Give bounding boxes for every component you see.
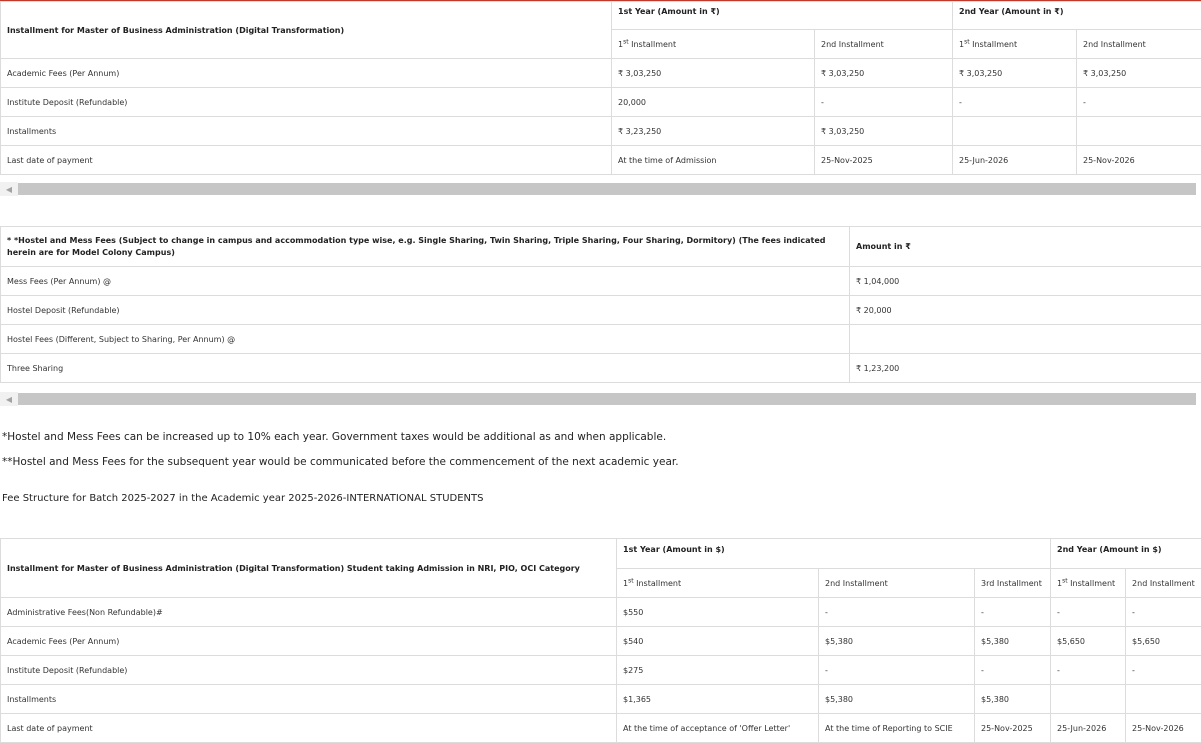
cell: $1,365: [617, 685, 819, 714]
table-header-row: [1, 2, 1201, 30]
col-installment-2: 2nd Installment: [819, 569, 975, 598]
row-label: Institute Deposit (Refundable): [1, 88, 612, 117]
table-title: * *Hostel and Mess Fees (Subject to change in campus and accommodation type wise, e.g. Single Sharing, Twin Sharing, Triple Sharing, Four Sharing, Dormitory) (The fees indicated herein are for Model Colony Campus): [1, 227, 850, 267]
cell: -: [819, 598, 975, 627]
cell: -: [975, 598, 1051, 627]
cell: 25-Nov-2025: [975, 714, 1051, 743]
domestic-fee-table: [0, 1, 1201, 175]
table-row: [1, 296, 1201, 325]
cell: [1051, 685, 1126, 714]
scroll-left-arrow-icon[interactable]: ◀: [0, 392, 18, 406]
table-row: [1, 354, 1201, 383]
table-header-row: [1, 227, 1201, 267]
cell: $5,380: [975, 685, 1051, 714]
row-label: Three Sharing: [1, 354, 850, 383]
table-row: [1, 714, 1201, 743]
table-row: [1, 325, 1201, 354]
cell: At the time of Admission: [612, 146, 815, 175]
col-installment-2: 2nd Installment: [1077, 30, 1201, 59]
cell: -: [1077, 88, 1201, 117]
table-row: [1, 685, 1201, 714]
cell: ₹ 1,23,200: [850, 354, 1201, 383]
cell: -: [1051, 656, 1126, 685]
cell: 25-Nov-2025: [815, 146, 953, 175]
cell: ₹ 3,03,250: [1077, 59, 1201, 88]
cell: 25-Jun-2026: [1051, 714, 1126, 743]
table-row: [1, 656, 1201, 685]
row-label: Hostel Deposit (Refundable): [1, 296, 850, 325]
cell: $5,650: [1126, 627, 1201, 656]
horizontal-scrollbar[interactable]: [0, 392, 1201, 406]
table-row: [1, 59, 1201, 88]
cell: At the time of Reporting to SCIE: [819, 714, 975, 743]
cell: $5,380: [975, 627, 1051, 656]
cell: ₹ 3,03,250: [815, 59, 953, 88]
row-label: Mess Fees (Per Annum) @: [1, 267, 850, 296]
cell: ₹ 20,000: [850, 296, 1201, 325]
year1-header: 1st Year (Amount in $): [617, 539, 1051, 569]
cell: -: [819, 656, 975, 685]
cell: 25-Jun-2026: [953, 146, 1077, 175]
cell: $5,380: [819, 627, 975, 656]
cell: $550: [617, 598, 819, 627]
cell: 25-Nov-2026: [1077, 146, 1201, 175]
cell: [1126, 685, 1201, 714]
cell: [1077, 117, 1201, 146]
cell: ₹ 3,03,250: [612, 59, 815, 88]
scroll-left-arrow-icon[interactable]: ◀: [0, 182, 18, 196]
row-label: Installments: [1, 685, 617, 714]
cell: ₹ 1,04,000: [850, 267, 1201, 296]
cell: ₹ 3,23,250: [612, 117, 815, 146]
cell: [953, 117, 1077, 146]
table-row: [1, 267, 1201, 296]
col-installment-2: 2nd Installment: [1126, 569, 1201, 598]
table-title: Installment for Master of Business Administration (Digital Transformation): [1, 2, 612, 59]
row-label: Last date of payment: [1, 146, 612, 175]
cell: -: [1126, 656, 1201, 685]
cell: ₹ 3,03,250: [815, 117, 953, 146]
cell: -: [975, 656, 1051, 685]
cell: ₹ 3,03,250: [953, 59, 1077, 88]
col-installment-2: 2nd Installment: [815, 30, 953, 59]
horizontal-scrollbar[interactable]: [0, 182, 1201, 196]
hostel-fee-table: [0, 226, 1201, 383]
table-header-row: [1, 539, 1201, 569]
cell: -: [953, 88, 1077, 117]
international-fee-table: [0, 538, 1201, 743]
scrollbar-thumb[interactable]: [18, 183, 1196, 195]
col-installment-1: 1st Installment: [612, 30, 815, 59]
year2-header: 2nd Year (Amount in $): [1051, 539, 1201, 569]
table-row: [1, 598, 1201, 627]
row-label: Academic Fees (Per Annum): [1, 59, 612, 88]
col-installment-1: 1st Installment: [617, 569, 819, 598]
note-hostel-increase: *Hostel and Mess Fees can be increased up to 10% each year. Government taxes would be additional as and when applicable.: [2, 431, 666, 443]
scrollbar-thumb[interactable]: [18, 393, 1196, 405]
cell: $540: [617, 627, 819, 656]
year2-header: 2nd Year (Amount in ₹): [953, 2, 1201, 30]
table-row: [1, 146, 1201, 175]
cell: -: [1051, 598, 1126, 627]
cell: 20,000: [612, 88, 815, 117]
cell: $5,380: [819, 685, 975, 714]
col-installment-1: 1st Installment: [1051, 569, 1126, 598]
note-hostel-subsequent: **Hostel and Mess Fees for the subsequent year would be communicated before the commencement of the next academic year.: [2, 456, 679, 468]
row-label: Last date of payment: [1, 714, 617, 743]
table-row: [1, 627, 1201, 656]
col-installment-3: 3rd Installment: [975, 569, 1051, 598]
cell: At the time of acceptance of 'Offer Letter': [617, 714, 819, 743]
cell: $5,650: [1051, 627, 1126, 656]
cell: [850, 325, 1201, 354]
row-label: Administrative Fees(Non Refundable)#: [1, 598, 617, 627]
table-title: Installment for Master of Business Administration (Digital Transformation) Student taking Admission in NRI, PIO, OCI Category: [1, 539, 617, 598]
cell: $275: [617, 656, 819, 685]
year1-header: 1st Year (Amount in ₹): [612, 2, 953, 30]
cell: -: [1126, 598, 1201, 627]
row-label: Institute Deposit (Refundable): [1, 656, 617, 685]
cell: 25-Nov-2026: [1126, 714, 1201, 743]
row-label: Hostel Fees (Different, Subject to Sharing, Per Annum) @: [1, 325, 850, 354]
table-row: [1, 88, 1201, 117]
section-heading: Fee Structure for Batch 2025-2027 in the Academic year 2025-2026-INTERNATIONAL STUDENTS: [2, 493, 483, 504]
amount-header: Amount in ₹: [850, 227, 1201, 267]
col-installment-1: 1st Installment: [953, 30, 1077, 59]
table-row: [1, 117, 1201, 146]
row-label: Academic Fees (Per Annum): [1, 627, 617, 656]
cell: -: [815, 88, 953, 117]
row-label: Installments: [1, 117, 612, 146]
